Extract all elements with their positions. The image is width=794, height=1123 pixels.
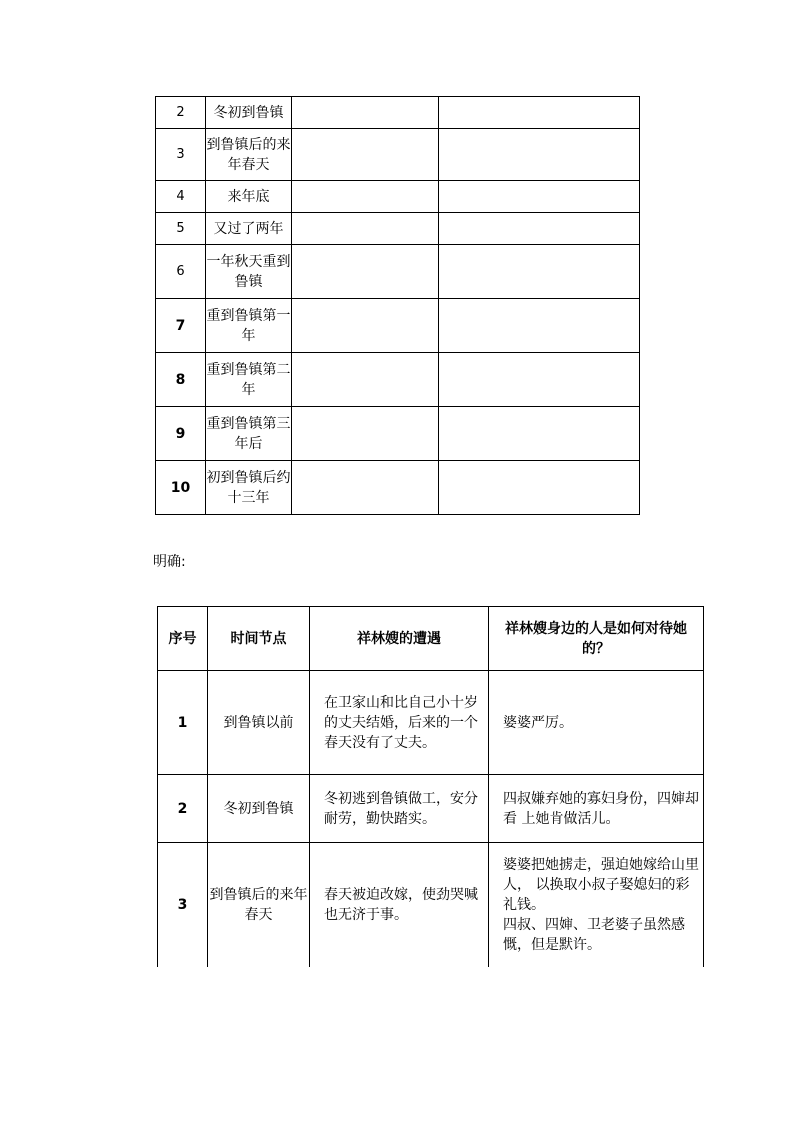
time-node: 初到鲁镇后约 十三年: [206, 461, 292, 515]
blank-cell: [439, 245, 640, 299]
table-row: [156, 407, 640, 461]
experience-cell: 春天被迫改嫁，使劲哭喊 也无济于事。: [310, 843, 489, 967]
row-number: 2: [158, 775, 208, 843]
treatment-text: 婆婆把她掳走，强迫她嫁给山里人， 以换取小叔子娶媳妇的彩礼钱。: [503, 856, 699, 913]
table-row: [158, 775, 704, 843]
blank-cell: [439, 407, 640, 461]
treatment-text: 婆婆严厉。: [503, 714, 573, 731]
experience-cell: 冬初逃到鲁镇做工，安分耐劳，勤快踏实。: [310, 775, 489, 843]
event-table-blank: [155, 96, 640, 515]
row-number: 7: [156, 299, 206, 353]
blank-cell: [439, 461, 640, 515]
time-node: 冬初到鲁镇: [208, 775, 310, 843]
row-number: 3: [156, 129, 206, 181]
table-row: [156, 461, 640, 515]
row-number: 9: [156, 407, 206, 461]
table-row: [156, 129, 640, 181]
time-node: 到鲁镇以前: [208, 671, 310, 775]
treatment-text: 四叔、四婶、卫老婆子虽然感慨，但是默许。: [503, 916, 685, 953]
table-row: [156, 181, 640, 213]
time-node: 重到鲁镇第二 年: [206, 353, 292, 407]
table-row: [156, 213, 640, 245]
blank-cell: [292, 245, 439, 299]
experience-cell: 在卫家山和比自己小十岁的丈夫结婚，后来的一个春天没有了丈夫。: [310, 671, 489, 775]
table-row: [156, 353, 640, 407]
table-row: [156, 245, 640, 299]
row-number: 1: [158, 671, 208, 775]
time-node: 重到鲁镇第三 年后: [206, 407, 292, 461]
header-number: 序号: [158, 607, 208, 671]
blank-cell: [439, 299, 640, 353]
treatment-cell: [489, 775, 704, 843]
answer-table: [157, 606, 704, 967]
blank-cell: [292, 353, 439, 407]
time-node: 到鲁镇后的来年春天: [208, 843, 310, 967]
blank-cell: [292, 97, 439, 129]
row-number: 8: [156, 353, 206, 407]
time-node: 重到鲁镇第一 年: [206, 299, 292, 353]
blank-cell: [292, 299, 439, 353]
blank-cell: [439, 97, 640, 129]
row-number: 3: [158, 843, 208, 967]
row-number: 10: [156, 461, 206, 515]
treatment-text: 四叔嫌弃她的寡妇身份，四婶却看 上她肯做活儿。: [503, 790, 699, 827]
time-node: 又过了两年: [206, 213, 292, 245]
header-experience: 祥林嫂的遭遇: [310, 607, 489, 671]
table-row: [158, 671, 704, 775]
row-number: 5: [156, 213, 206, 245]
time-node: 冬初到鲁镇: [206, 97, 292, 129]
blank-cell: [292, 181, 439, 213]
blank-cell: [292, 461, 439, 515]
header-time: 时间节点: [208, 607, 310, 671]
header-treatment: 祥林嫂身边的人是如何对待她的？: [489, 607, 704, 671]
table-header-row: [158, 607, 704, 671]
blank-cell: [292, 129, 439, 181]
table-row: [156, 299, 640, 353]
blank-cell: [439, 353, 640, 407]
blank-cell: [439, 129, 640, 181]
row-number: 4: [156, 181, 206, 213]
treatment-cell: [489, 843, 704, 967]
treatment-cell: [489, 671, 704, 775]
row-number: 6: [156, 245, 206, 299]
time-node: 一年秋天重到 鲁镇: [206, 245, 292, 299]
table-row: [156, 97, 640, 129]
blank-cell: [292, 213, 439, 245]
table-row: [158, 843, 704, 967]
blank-cell: [439, 213, 640, 245]
blank-cell: [439, 181, 640, 213]
time-node: 来年底: [206, 181, 292, 213]
blank-cell: [292, 407, 439, 461]
row-number: 2: [156, 97, 206, 129]
time-node: 到鲁镇后的来 年春天: [206, 129, 292, 181]
answer-label: 明确:: [153, 554, 186, 570]
